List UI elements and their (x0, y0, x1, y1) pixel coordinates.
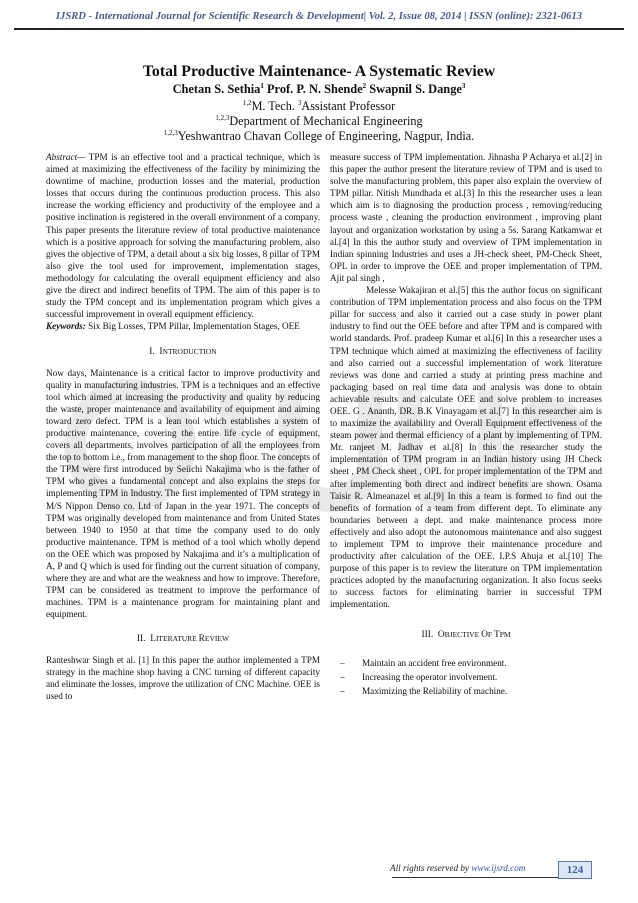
section-2-first: L (150, 634, 156, 645)
literature-paragraph-right-2: Melesse Wakajiran et al.[5] this the author focus on significant contribution of TPM implementation process and also focus on the TPM pillar for success and also it carried out a case study in power plant industry to find out the OEE before and after TPM and is compared with world standards. Prof. pradeep Kumar et al.[6] In this a researcher uses a TPM technique which aimed at maximizing the effectiveness of facility and also carried out a successful implementation of work literature reviews was done and carried a study at printing press machine and packaging based on real time data and analysis was done to obtain achievable results and calculate OEE and solve problem to increases OEE. G . Ananth, DR. B.K Vinayagam et al.[7] In this researcher aim is to maximize the availability and Overall Equipment effectiveness of the steam power and thermal efficiency of a plant by implementing of TPM. Mr. ranjeet M. Jadhav et al.[8] In this the researcher study the implementation of TPM program in an Indian history using JH Check sheet , PM Check sheet , OPL for proper implementation of the TPM and after implementing both direct and indirect benefits are shown. Osama Taisir R. Almeanazel et al.[9] In this a team is formed to find out the benefits of formation of a team from different dept. To eliminate any boundaries between a dept. and make maintenance process more effectively and also adopt the autonomous maintenance and also suggest to implement TPM to improve their maintenance procedure and productivity after calculation of the OEE. I.P.S Ahuja et al.[10] The purpose of this paper is to review the literature on TPM implementation practices adopted by the manufacturing organization. It also focus seeks to success factors for eliminating barrier in successful TPM implementation. (330, 285, 602, 610)
objectives-list (330, 657, 602, 697)
section-heading-objective (330, 629, 602, 641)
keywords-label: Keywords: (46, 321, 86, 332)
section-2-rest: ITERATURE (155, 634, 199, 644)
section-1-rest: NTRODUCTION (162, 347, 217, 357)
section-3-rest2: F (487, 629, 494, 639)
aff3-text: Yeshwantrao Chavan College of Engineering, Nagpur, India. (177, 129, 475, 143)
affiliation-line-1 (0, 99, 638, 114)
section-3-number: III. (421, 629, 434, 640)
objective-text: Increasing the operator involvement. (362, 671, 498, 682)
section-3-first2: O (481, 629, 488, 640)
author-1-sup: 1 (260, 81, 264, 90)
author-line (0, 82, 638, 97)
section-2-first2: R (198, 634, 205, 645)
keywords (46, 320, 320, 332)
bullet-dash: – (340, 685, 345, 696)
author-3: Swapnil S. Dange (369, 82, 462, 96)
literature-paragraph-right-1: measure success of TPM implementation. Jihnasha P Acharya et al.[2] in this paper the author present the literature review of TPM and is used to solve the manufacturing problem, this paper also explain the overview of TPM pillar. Nitish Mundhada et al.[3] In this the researcher uses a lean which aim is to diagnosing the production process , removing/reducing process waste , cleaning the production environment , improving plant layout and organization workstation by using a 5s. Sarang Katkamwar et al.[4] In this the author study and overview of TPM implementation in Indian spinning Industries and uses a JH-check sheet, PM-Check Sheet, OPL in order to improve the OEE and proper implementation of TPM. Ajit pal singh , (330, 152, 602, 283)
abstract (46, 151, 320, 320)
section-3-rest3: PM (499, 629, 511, 639)
bullet-dash: – (340, 657, 345, 668)
section-3-rest: BJECTIVE (444, 629, 482, 639)
aff1-text-b: Assistant Professor (301, 99, 396, 113)
bullet-dash: – (340, 671, 345, 682)
section-heading-literature-review (46, 633, 320, 645)
author-1: Chetan S. Sethia (172, 82, 261, 96)
section-2-rest2: EVIEW (204, 634, 230, 644)
author-2: Prof. P. N. Shende (266, 82, 363, 96)
intro-paragraph: Now days, Maintenance is a critical factor to improve productivity and quality in manufacturing industries. TPM is a techniques and an effective tool which aimed at increasing the productivity and quality by reducing the waste, proper maintenance and availability of equipment and aiming toward zero defect. TPM is a lean tool which establishes a system of productive maintenance, covering the entire life cycle of equipment, covers all departments, involves participation of all the employees from the top to bottom i.e., from management to the shop floor. The concepts of the TPM were first introduced by Seiichi Nakajima who is the father of TPM who gives a fundamental concept and also explains the steps for implementing TPM in Industry. The first implemented of TPM strategy in M/S Nippon Denso co. Ltd of Japan in the year 1971. The concepts of TPM was originally developed from maintenance and from United States between 1940 to 1950 at that time the company used to do only productive maintenance. TPM is method of a tool which wholly depend on the OEE which was proposed by Nakajima and it’s a multiplication of A, P and Q which is used for finding out the current situation of company, where they are and what are the weakness and how to improve. Therefore, TPM can be considered as treatment to improve the performance of machines. TPM is a maintenance program for maintaining plant and equipment. (46, 367, 320, 620)
keywords-text: Six Big Losses, TPM Pillar, Implementation Stages, OEE (85, 321, 300, 332)
affiliation-line-2 (0, 114, 638, 129)
aff2-sup: 1,2,3 (215, 113, 230, 122)
aff1-sup2: 3 (297, 98, 302, 107)
literature-paragraph-left: Ranteshwar Singh et al. [1] In this paper the author implemented a TPM strategy in the machine shop having a CNC turning of different capacity and eliminate the losses, improve the utilization of CNC Machine. OEE is used to (46, 654, 320, 701)
footer-divider (392, 877, 586, 878)
section-2-number: II. (136, 634, 146, 645)
aff1-text-a: M. Tech. (251, 99, 295, 113)
journal-header-text: IJSRD - International Journal for Scientific Research & Development| Vol. 2, Issue 08, 2014 | ISSN (online): 2321-0613 (55, 11, 583, 22)
author-3-sup: 3 (461, 81, 466, 90)
journal-header (14, 6, 624, 30)
footer-text: All rights reserved by (390, 863, 472, 873)
aff3-sup: 1,2,3 (163, 128, 178, 137)
objective-text: Maximizing the Reliability of machine. (362, 685, 508, 696)
list-item (330, 657, 602, 669)
author-2-sup: 2 (362, 81, 367, 90)
footer (390, 863, 525, 873)
section-1-number: I. (149, 347, 155, 358)
footer-site-link[interactable]: www.ijsrd.com (471, 863, 526, 873)
paper-title: Total Productive Maintenance- A Systematic Review (142, 63, 496, 80)
list-item (330, 671, 602, 683)
section-1-first: I (159, 347, 163, 358)
aff1-sup: 1,2 (242, 98, 252, 107)
abstract-label: Abstract— (46, 152, 86, 162)
abstract-text: TPM is an effective tool and a practical technique, which is aimed at maximizing the effectiveness of the facility by minimizing the downtime of machine, production losses and the material, production losses that occurs during the continuous production process. This also increase the working efficiency and productivity of the employee and a positive inclination is registered in the overall environment of a company. This paper presents the literature review of total productive maintenance which is a positive approach for solving the manufacturing problem, also gives the objective of TPM, a detail about a six big losses, 8 pillar of TPM also give the tool used for improvement, implementation stages, methodology for calculating the overall equipment efficiency and also give the direct and indirect benefits of TPM. The aim of this paper is to study the TPM concept and its implementation program which gives a successful improvement in overall equipment efficiency. (46, 152, 320, 320)
left-column (46, 151, 320, 702)
right-column (330, 151, 602, 699)
section-heading-introduction (46, 346, 320, 358)
section-3-first3: T (493, 629, 500, 640)
section-3-first: O (437, 629, 445, 640)
page-number: 124 (558, 861, 592, 879)
affiliation-line-3 (0, 129, 638, 144)
objective-text: Maintain an accident free environment. (362, 657, 507, 668)
list-item (330, 685, 602, 697)
aff2-text: Department of Mechanical Engineering (229, 114, 423, 128)
